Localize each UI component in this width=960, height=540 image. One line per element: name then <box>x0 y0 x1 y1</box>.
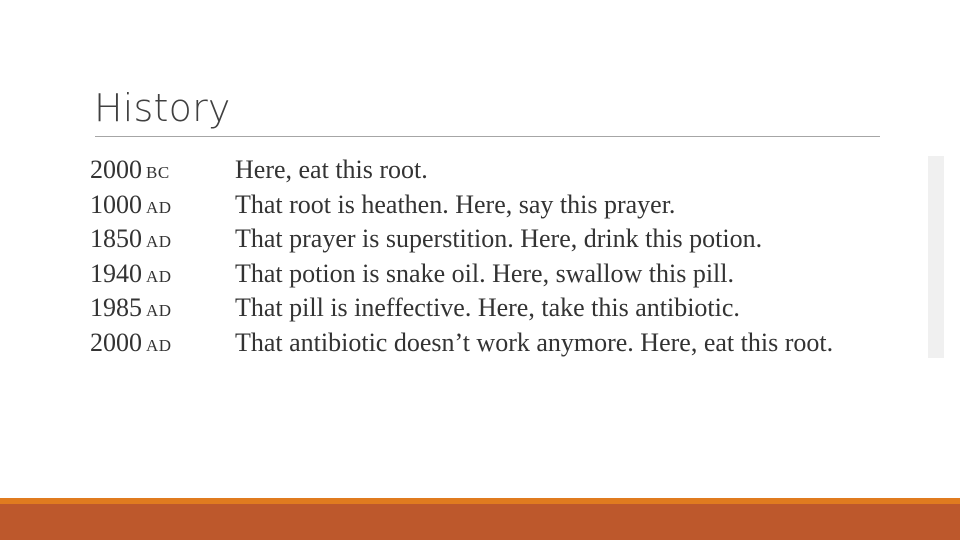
timeline-year: 1940 <box>90 258 142 288</box>
timeline-era: ad <box>146 192 172 219</box>
timeline-year: 2000 <box>90 155 142 184</box>
timeline-date <box>90 326 235 362</box>
timeline-year: 1000 <box>90 189 142 219</box>
timeline-date <box>90 222 235 258</box>
timeline-row <box>90 222 833 257</box>
timeline-date <box>90 257 235 293</box>
timeline-year: 1850 <box>90 224 142 253</box>
timeline-era: ad <box>146 330 172 357</box>
timeline-row <box>90 188 833 223</box>
timeline-text: That antibiotic doesn’t work anymore. Here, eat this root. <box>235 327 834 357</box>
timeline-text: That prayer is superstition. Here, drink this potion. <box>235 224 763 253</box>
footer-band <box>0 504 960 540</box>
timeline-year: 1985 <box>90 293 142 322</box>
timeline-row <box>90 153 833 188</box>
timeline-era: ad <box>146 261 172 288</box>
timeline-era: ad <box>146 227 172 253</box>
timeline-date <box>90 188 235 224</box>
timeline-era: bc <box>146 158 170 184</box>
timeline-text: Here, eat this root. <box>235 155 428 184</box>
timeline-text: That root is heathen. Here, say this prayer. <box>235 189 676 219</box>
title-divider <box>95 136 880 137</box>
slide-title: History <box>94 86 231 130</box>
timeline-row <box>90 291 833 326</box>
history-timeline <box>90 153 833 360</box>
timeline-text: That potion is snake oil. Here, swallow this pill. <box>235 258 734 288</box>
timeline-date <box>90 153 235 189</box>
timeline-row <box>90 257 833 292</box>
image-panel-edge <box>928 156 944 358</box>
timeline-era: ad <box>146 296 172 322</box>
timeline-row <box>90 326 833 361</box>
timeline-text: That pill is ineffective. Here, take this antibiotic. <box>235 293 740 322</box>
timeline-year: 2000 <box>90 327 142 357</box>
timeline-date <box>90 291 235 327</box>
